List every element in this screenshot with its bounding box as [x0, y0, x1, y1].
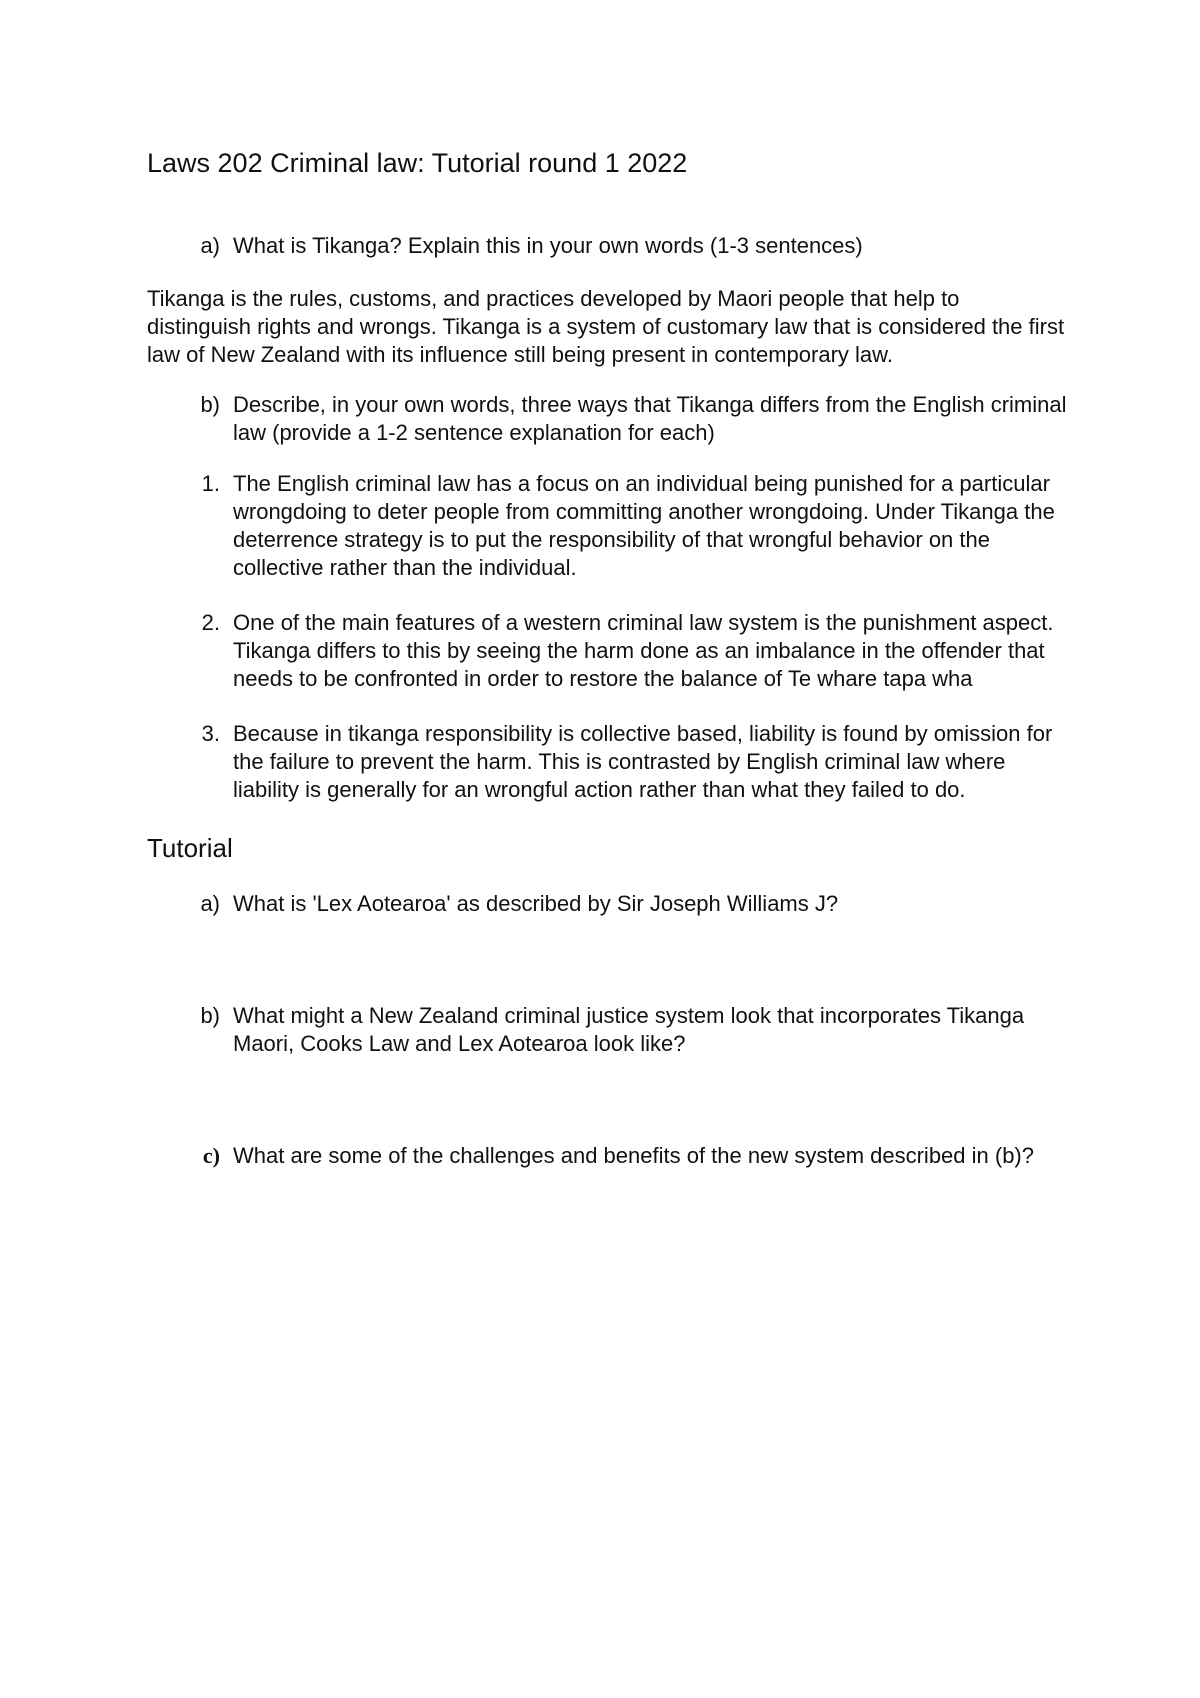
list-item [147, 1142, 1067, 1170]
question-text: What is 'Lex Aotearoa' as described by Sir Joseph Williams J? [233, 891, 839, 916]
question-a [147, 232, 1067, 260]
list-item [147, 1002, 1067, 1058]
question-b [147, 391, 1067, 447]
question-text: What are some of the challenges and benefits of the new system described in (b)? [233, 1143, 1034, 1168]
list-marker: a) [200, 233, 220, 258]
answer-text: The English criminal law has a focus on an individual being punished for a particular wrongdoing to deter people from committing another wrongdoing. Under Tikanga the deterrence strategy is to put the responsibility of that wrongful behavior on the collective rather than the individual. [233, 471, 1055, 580]
tutorial-questions [147, 890, 1067, 1170]
list-item [147, 890, 1067, 918]
section-heading: Tutorial [147, 833, 233, 863]
list-number: 2. [201, 610, 220, 635]
list-item [147, 391, 1067, 447]
list-number: 1. [201, 471, 220, 496]
list-number: 3. [201, 721, 220, 746]
question-text: Describe, in your own words, three ways that Tikanga differs from the English criminal law (provide a 1-2 sentence explanation for each) [233, 392, 1067, 445]
page-title: Laws 202 Criminal law: Tutorial round 1 2022 [147, 148, 688, 178]
list-marker: c) [202, 1143, 220, 1168]
list-marker: b) [200, 1003, 220, 1028]
document-content [147, 146, 1067, 1170]
question-text: What might a New Zealand criminal justice system look that incorporates Tikanga Maori, Cooks Law and Lex Aotearoa look like? [233, 1003, 1025, 1056]
list-item [147, 232, 1067, 260]
answer-a-paragraph: Tikanga is the rules, customs, and practices developed by Maori people that help to distinguish rights and wrongs. Tikanga is a system of customary law that is considered the first law of New Zealand with its influence still being present in contemporary law. [147, 286, 1065, 367]
answer-text: One of the main features of a western criminal law system is the punishment aspect. Tikanga differs to this by seeing the harm done as an imbalance in the offender that needs to be confronted in order to restore the balance of Te whare tapa wha [233, 610, 1054, 691]
answer-b-list [147, 470, 1067, 804]
numbered-item [147, 470, 1067, 582]
list-marker: b) [200, 392, 220, 417]
list-marker: a) [200, 891, 220, 916]
answer-text: Because in tikanga responsibility is collective based, liability is found by omission for the failure to prevent the harm. This is contrasted by English criminal law where liability is generally for an wrongful action rather than what they failed to do. [233, 721, 1053, 802]
numbered-item [147, 609, 1067, 693]
question-text: What is Tikanga? Explain this in your own words (1-3 sentences) [233, 233, 863, 258]
numbered-item [147, 720, 1067, 804]
